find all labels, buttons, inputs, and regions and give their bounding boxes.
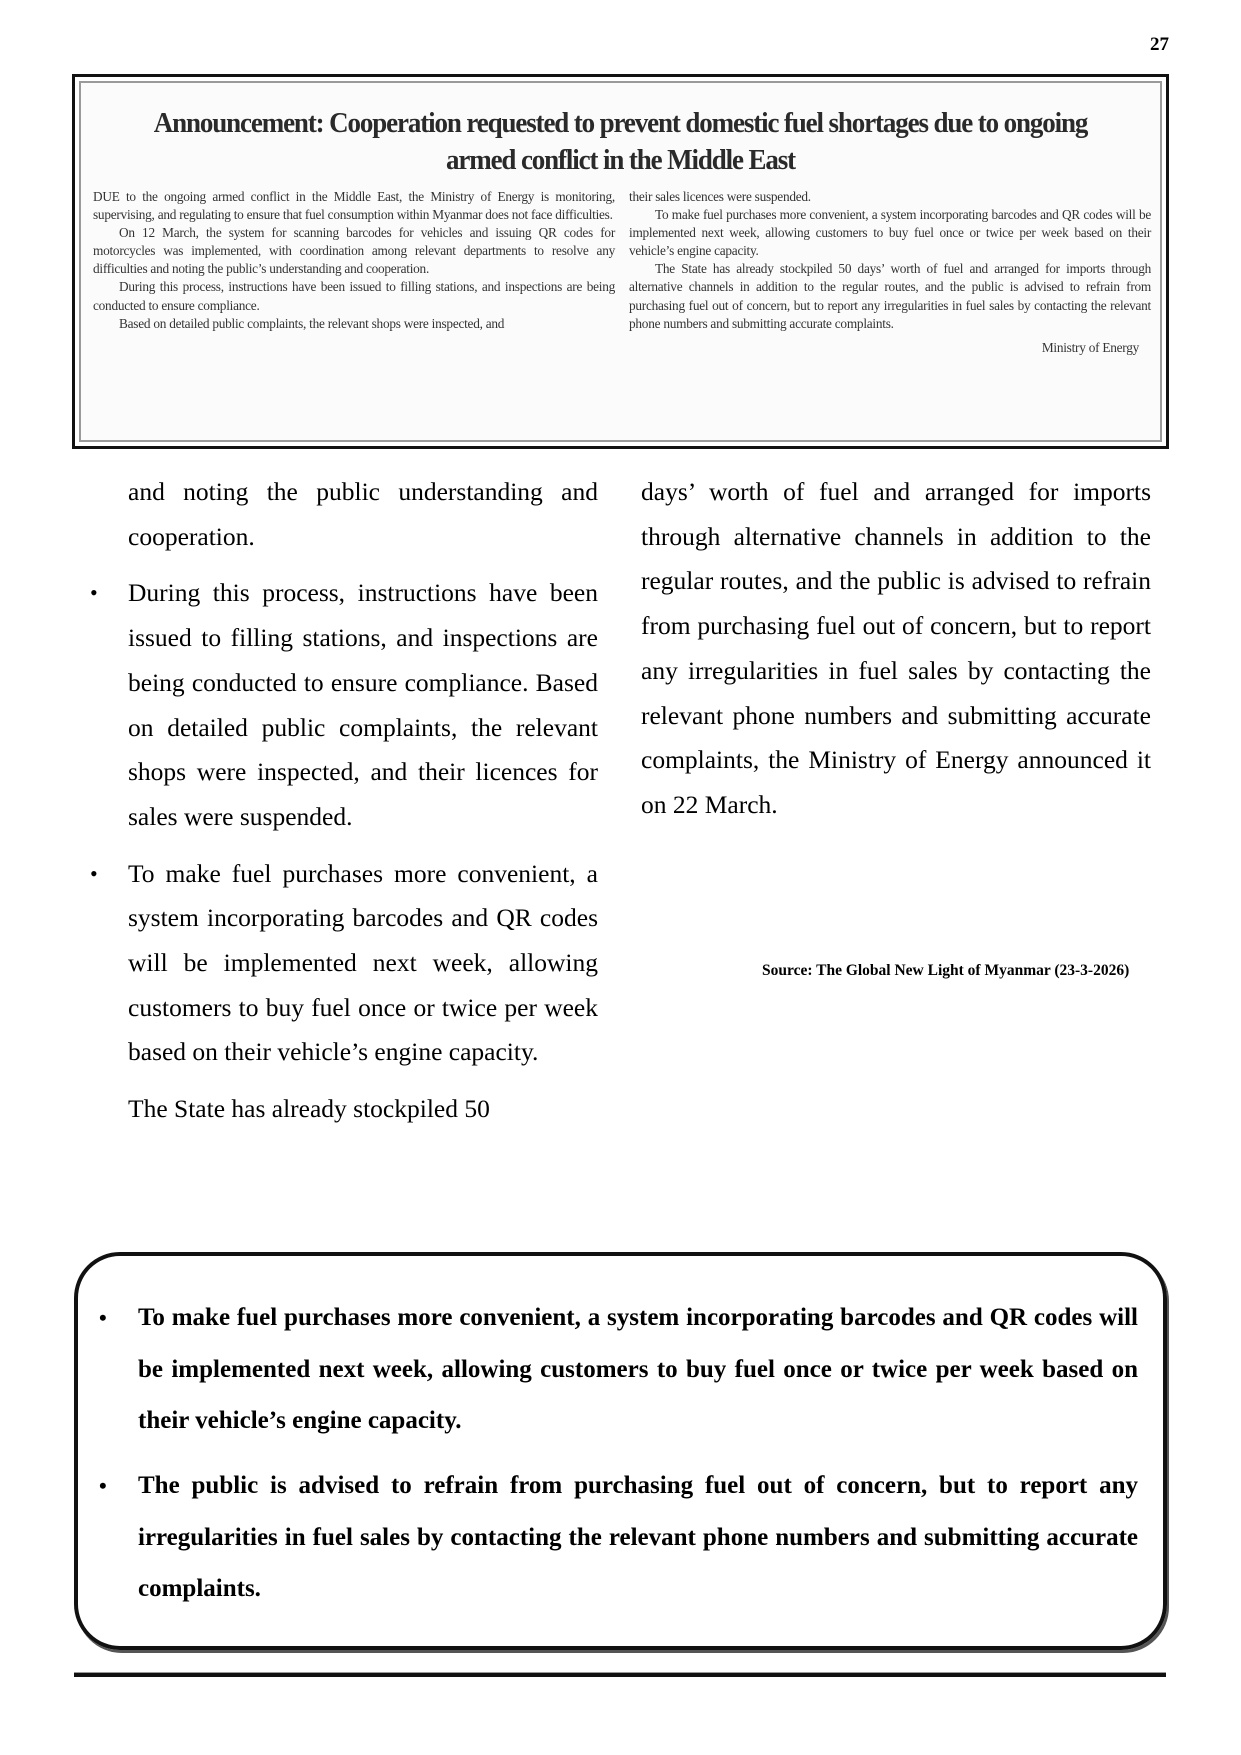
clipping-headline: Announcement: Cooperation requested to prevent domestic fuel shortages due to ongoing armed conflict in the Middle East [153,107,1088,176]
highlight-text: The public is advised to refrain from purchasing fuel out of concern, but to report any irregularities in fuel sales by contacting the relevant phone numbers and submitting accurate complaints. [138,1472,1138,1602]
body-bullet-item [90,571,598,839]
body-right-column [641,470,1151,828]
highlight-item [99,1460,1138,1615]
clipping-paragraph: The State has already stockpiled 50 days’ worth of fuel and arranged for imports through alternative channels in addition to the regular routes, and the public is advised to refrain from purchasing fuel out of concern, but to report any irregularities in fuel sales by contacting the relevant phone numbers and submitting accurate complaints. [629,261,1151,331]
body-trailing-text: The State has already stockpiled 50 [128,1094,490,1124]
body-right-text: days’ worth of fuel and arranged for imports through alternative channels in addition to the regular routes, and the public is advised to refrain from purchasing fuel out of concern, but to report any irregularities in fuel sales by contacting the relevant phone numbers and submitting accurate complaints, the Ministry of Energy announced it on 22 March. [641,477,1151,819]
bullet-icon: • [99,1473,107,1498]
clipping-frame [79,81,1162,442]
highlight-text: To make fuel purchases more convenient, a system incorporating barcodes and QR codes will be implemented next week, allowing customers to buy fuel once or twice per week based on their vehicle’s engine capacity. [138,1304,1138,1434]
body-bullet-text: To make fuel purchases more convenient, a system incorporating barcodes and QR codes will be implemented next week, allowing customers to buy fuel once or twice per week based on their vehicle’s engine capacity. [128,858,598,1067]
clipping-left-column [93,188,615,333]
clipping-paragraph: During this process, instructions have been issued to filling stations, and inspections are being conducted to ensure compliance. [93,279,615,313]
clipping-paragraph: their sales licences were suspended. [629,189,811,204]
clipping-paragraph: DUE to the ongoing armed conflict in the Middle East, the Ministry of Energy is monitoring, supervising, and regulating to ensure that fuel consumption within Myanmar does not face difficulties. [93,189,615,223]
bullet-icon: • [90,580,98,606]
clipping-paragraph: On 12 March, the system for scanning barcodes for vehicles and issuing QR codes for motorcycles was implemented, with coordination among relevant departments to resolve any difficulties and noting the public’s understanding and cooperation. [93,225,615,277]
clipping-right-column [629,188,1151,357]
footer-divider [74,1672,1166,1677]
clipping-paragraph: Based on detailed public complaints, the relevant shops were inspected, and [119,315,505,331]
body-left-column [90,470,598,1132]
highlight-box [74,1252,1167,1650]
clipping-signature: Ministry of Energy [1041,339,1139,355]
page-number: 27 [1150,34,1169,55]
body-bullet-text: During this process, instructions have been issued to filling stations, and inspections are being conducted to ensure compliance. Based on detailed public complaints, the relevant shops were inspected, and their licences for sales were suspended. [128,578,598,831]
body-bullet-item [90,852,598,1076]
clipping-paragraph: To make fuel purchases more convenient, a system incorporating barcodes and QR codes will be implemented next week, allowing customers to buy fuel once or twice per week based on their vehicle’s engine capacity. [629,207,1151,259]
newspaper-clipping [72,74,1169,449]
bullet-icon: • [99,1305,107,1330]
source-citation: Source: The Global New Light of Myanmar (23-3-2026) [762,962,1130,979]
highlight-item [99,1292,1138,1447]
bullet-icon: • [90,860,98,886]
body-continuation: and noting the public understanding and cooperation. [128,477,598,551]
